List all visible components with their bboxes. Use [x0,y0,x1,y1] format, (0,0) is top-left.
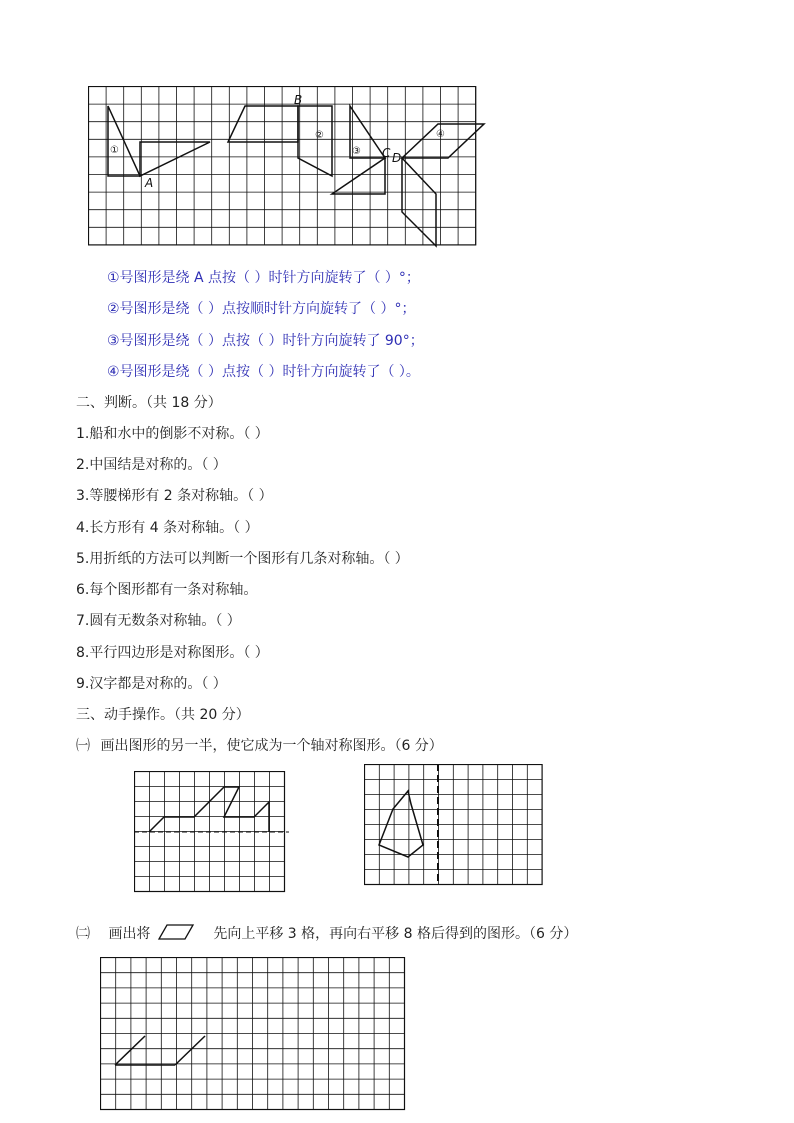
half-figure-left [149,787,269,832]
judge-item-1: 1.船和水中的倒影不对称。（ ） [76,426,269,442]
judge-item-3: 3.等腰梯形有 2 条对称轴。（ ） [76,488,273,504]
half-figure-right [379,791,423,857]
part1-text: 画出图形的另一半，使它成为一个轴对称图形。（6 分） [100,738,443,754]
shape-4-rotated [402,158,436,246]
point-d-label: D [392,151,402,165]
part2-marker: ㈡ [76,926,90,942]
q1-line-1: ①号图形是绕 A 点按（ ）时针方向旋转了（ ）°； [107,270,420,286]
shape-3-number: ③ [352,146,361,157]
q1-line-4: ④号图形是绕（ ）点按（ ）时针方向旋转了（ ）。 [107,364,420,380]
part2-text-after: 先向上平移 3 格，再向右平移 8 格后得到的图形。（6 分） [213,926,578,942]
shape-4-number: ④ [436,129,445,140]
part1-prompt [76,736,443,756]
judge-item-6: 6.每个图形都有一条对称轴。 [76,582,258,598]
rotation-grid [89,87,476,245]
judge-item-9: 9.汉字都是对称的。（ ） [76,676,227,692]
judge-item-4: 4.长方形有 4 条对称轴。（ ） [76,520,259,536]
point-c-label: C [382,146,391,160]
rotation-shapes [108,106,484,246]
judge-item-5: 5.用折纸的方法可以判断一个图形有几条对称轴。（ ） [76,551,409,567]
q1-line-3: ③号图形是绕（ ）点按（ ）时针方向旋转了 90°； [107,333,424,349]
judge-item-8: 8.平行四边形是对称图形。（ ） [76,645,269,661]
point-b-label: B [294,93,303,107]
shape-2 [228,106,298,142]
shape-1-rotated [140,142,210,176]
judge-item-7: 7.圆有无数条对称轴。（ ） [76,613,241,629]
translation-grid [100,957,410,1115]
part1-marker: ㈠ [76,738,90,754]
symmetry-grid-left [134,771,290,895]
shape-2-number: ② [315,130,324,141]
shape-1-number: ① [110,145,119,156]
section3-heading: 三、动手操作。（共 20 分） [76,707,250,723]
q1-line-2: ②号图形是绕（ ）点按顺时针方向旋转了（ ）°； [107,301,416,317]
shape-3-rotated [332,158,385,194]
point-a-label: A [145,176,154,190]
judge-item-2: 2.中国结是对称的。（ ） [76,457,227,473]
parallelogram-icon [157,923,197,941]
parallelogram-shape [115,1036,145,1065]
shape-2-rotated [298,106,332,176]
part2-prompt [76,923,577,944]
parallelogram-shape-right [175,1036,205,1065]
symmetry-grid-right [364,764,544,886]
rotation-figure [88,86,488,248]
part2-text-before: 画出将 [108,926,151,942]
section2-heading: 二、判断。（共 18 分） [76,395,222,411]
